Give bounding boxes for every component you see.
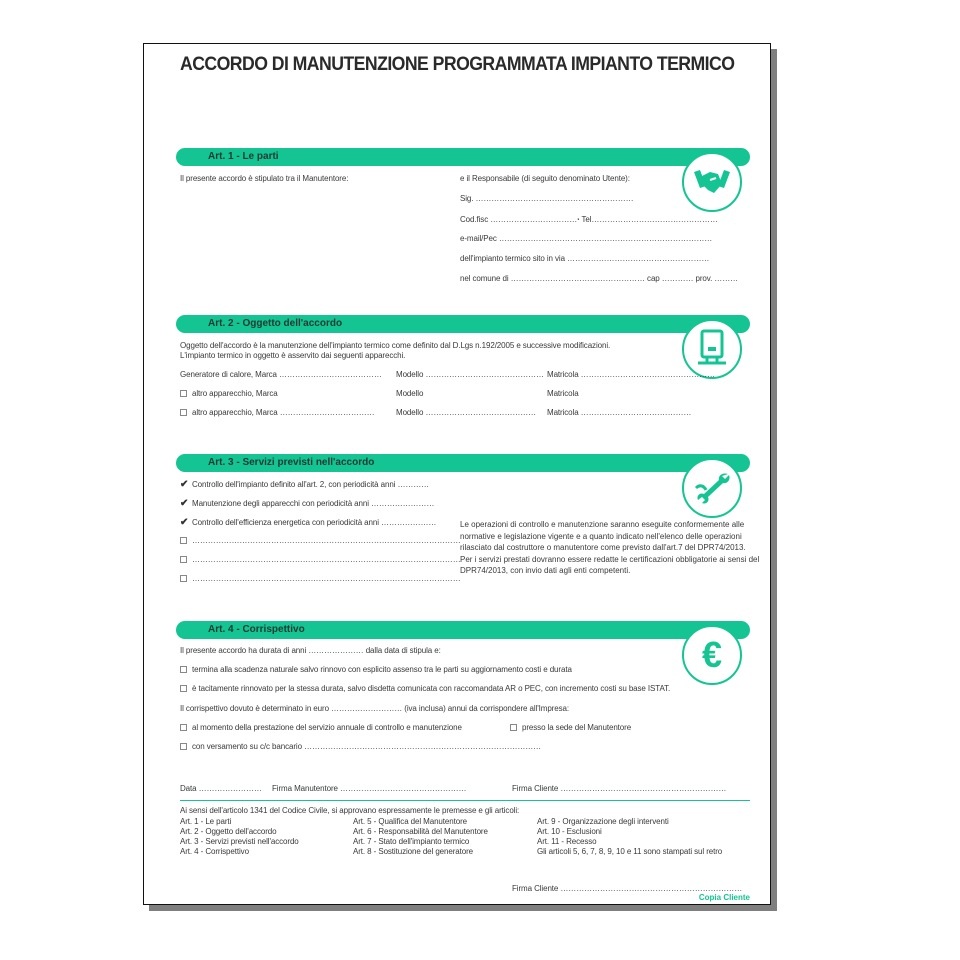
art3-item-1-label: Controllo dell'impianto definito all'art. 2, con periodicità anni ………… [192,480,430,489]
art2-row2-modello[interactable]: Modello [396,389,424,398]
art2-row2-marca: altro apparecchio, Marca [192,389,278,398]
approval-art4: Art. 4 - Corrispettivo [180,847,249,856]
art4-option-1[interactable] [180,665,572,674]
approval-note: Gli articoli 5, 6, 7, 8, 9, 10 e 11 sono stampati sul retro [537,847,723,856]
checkbox[interactable] [180,666,187,673]
approval-art3: Art. 3 - Servizi previsti nell'accordo [180,837,299,846]
art3-item-5-label: ………………………………………………………………………………………… [192,555,461,564]
art4-pay-3[interactable] [180,742,541,751]
art3-item-5[interactable] [180,555,461,564]
art3-note-2: Per i servizi prestati dovranno essere redatte le certificazioni obbligatorie ai sensi del DPR74/2013, con invio dati agli enti competenti. [460,554,760,575]
approval-art9: Art. 9 - Organizzazione degli interventi [537,817,669,826]
art4-pay-1[interactable] [180,723,462,732]
art2-heading: Art. 2 - Oggetto dell'accordo [208,318,343,329]
checkbox[interactable] [180,575,187,582]
approval-art2: Art. 2 - Oggetto dell'accordo [180,827,277,836]
divider [180,800,750,801]
approval-art6: Art. 6 - Responsabilità del Manutentore [353,827,488,836]
art4-duration[interactable]: Il presente accordo ha durata di anni ………………… dalla data di stipula e: [180,646,441,655]
art4-option-1-label: termina alla scadenza naturale salvo rinnovo con esplicito assenso tra le parti su aggiornamento costi e durata [192,665,572,674]
art2-row3-matricola[interactable]: Matricola …………………………………… [547,408,692,417]
art2-row3[interactable] [180,408,375,417]
document-title: ACCORDO DI MANUTENZIONE PROGRAMMATA IMPIANTO TERMICO [180,54,735,75]
art2-row1-marca[interactable]: Generatore di calore, Marca ………………………………… [180,370,382,379]
art2-row3-marca: altro apparecchio, Marca ……………………………… [192,408,375,417]
approval-art10: Art. 10 - Esclusioni [537,827,602,836]
art4-price[interactable]: Il corrispettivo dovuto è determinato in euro ……………………… (iva inclusa) annui da corrispondere all'Impresa: [180,704,569,713]
art4-header-bar [176,621,750,639]
art4-pay-3-label: con versamento su c/c bancario ……………………………………………………………………………… [192,742,542,751]
checkbox[interactable] [180,409,187,416]
art4-heading: Art. 4 - Corrispettivo [208,624,305,635]
art1-responsabile: e il Responsabile (di seguito denominato Utente): [460,174,630,183]
checkbox[interactable] [180,743,187,750]
art3-header-bar [176,454,750,472]
art3-note-1: Le operazioni di controllo e manutenzione saranno eseguite conformemente alle normative e legislazione vigente e a quanto indicato nell'elenco delle operazioni rilasciato dal costruttore o manutentore come previsto dall'art.7 del DPR74/2013. [460,520,746,552]
art1-codfisc-field[interactable]: Cod.fisc ……………………………ꞏ Tel………………………………………… [460,215,718,224]
checkbox[interactable] [180,556,187,563]
document-page [143,43,771,905]
checkmark-icon[interactable]: ✔ [180,517,189,528]
checkbox[interactable] [180,390,187,397]
art2-header-bar [176,315,750,333]
checkbox[interactable] [180,685,187,692]
art2-intro-1: Oggetto dell'accordo è la manutenzione dell'impianto termico come definito dal D.Lgs n.192/2005 e successive modificazioni. [180,341,611,350]
art4-pay-1-label: al momento della prestazione del servizio annuale di controllo e manutenzione [192,723,462,732]
checkmark-icon[interactable]: ✔ [180,498,189,509]
art4-pay-2-label: presso la sede del Manutentore [522,723,632,732]
art1-left-text: Il presente accordo è stipulato tra il Manutentore: [180,174,349,183]
art2-row2[interactable] [180,389,278,398]
art1-via-field[interactable]: dell'impianto termico sito in via ……………………………………………… [460,254,710,263]
checkbox[interactable] [180,724,187,731]
art1-heading: Art. 1 - Le parti [208,151,279,162]
approval-art1: Art. 1 - Le parti [180,817,232,826]
handshake-icon [682,152,742,212]
art3-item-3[interactable] [180,517,436,528]
copy-label: Copia Cliente [698,893,750,902]
art3-item-6-label: ………………………………………………………………………………………… [192,574,461,583]
art2-intro-2: L'impianto termico in oggetto è asservito dai seguenti apparecchi. [180,351,406,360]
art3-item-4[interactable] [180,536,461,545]
checkbox[interactable] [180,537,187,544]
art1-email-field[interactable]: e-mail/Pec ……………………………………………………………………… [460,234,713,243]
art3-item-4-label: ………………………………………………………………………………………… [192,536,461,545]
art1-header-bar [176,148,750,166]
approval-art8: Art. 8 - Sostituzione del generatore [353,847,474,856]
art3-note [460,519,760,577]
signature-cliente[interactable]: Firma Cliente ……………………………………………………… [512,784,727,793]
wrench-icon [682,458,742,518]
approval-art5: Art. 5 - Qualifica del Manutentore [353,817,467,826]
approval-firma-cliente[interactable]: Firma Cliente …………………………………………………………… [512,884,743,893]
art3-item-2-label: Manutenzione degli apparecchi con periodicità anni …………………… [192,499,435,508]
signature-manutentore[interactable]: Firma Manutentore ………………………………………… [272,784,467,793]
art3-item-6[interactable] [180,574,461,583]
checkmark-icon[interactable]: ✔ [180,479,189,490]
signature-data[interactable]: Data …………………… [180,784,262,793]
art1-comune-field[interactable]: nel comune di …………………………………………… cap ………… prov. ……… [460,274,739,283]
art2-row1-matricola[interactable]: Matricola …………………………………………… [547,370,715,379]
approval-art11: Art. 11 - Recesso [537,837,597,846]
art4-pay-2[interactable] [510,723,631,732]
approval-art7: Art. 7 - Stato dell'impianto termico [353,837,470,846]
art3-heading: Art. 3 - Servizi previsti nell'accordo [208,457,375,468]
art2-row1-modello[interactable]: Modello ……………………………………… [396,370,544,379]
euro-icon: € [682,625,742,685]
art2-row2-matricola[interactable]: Matricola [547,389,579,398]
art3-item-2[interactable] [180,498,434,509]
art4-option-2[interactable] [180,684,670,693]
art3-item-3-label: Controllo dell'efficienza energetica con periodicità anni ………………… [192,518,437,527]
art4-option-2-label: è tacitamente rinnovato per la stessa durata, salvo disdetta comunicata con raccomandata AR o PEC, con incremento costi su base ISTAT. [192,684,671,693]
art2-row3-modello[interactable]: Modello …………………………………… [396,408,537,417]
art1-sig-field[interactable]: Sig. …………………………………………………… [460,194,634,203]
art3-item-1[interactable] [180,479,429,490]
approval-intro: Ai sensi dell'articolo 1341 del Codice Civile, si approvano espressamente le premesse e gli articoli: [180,806,520,815]
checkbox[interactable] [510,724,517,731]
